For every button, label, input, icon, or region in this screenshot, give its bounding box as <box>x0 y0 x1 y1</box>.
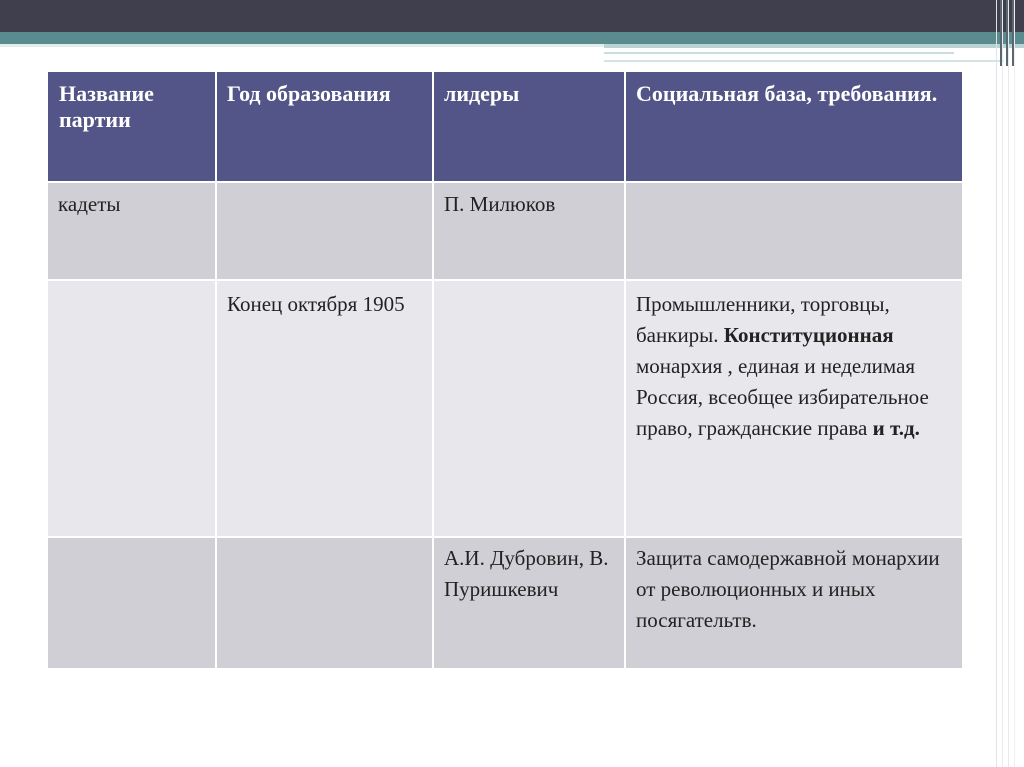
right-line <box>1002 0 1003 767</box>
header-year: Год образования <box>216 71 433 182</box>
social-text-bold: Конституционная <box>723 323 894 347</box>
cell-leaders <box>433 280 625 537</box>
header-social-base: Социальная база, требования. <box>625 71 963 182</box>
social-text: монархия , единая и неделимая Россия, всеобщее избирательное право, гражданские права <box>636 354 929 440</box>
cell-party <box>47 537 216 669</box>
header-accent-line <box>604 44 1024 48</box>
right-line <box>1008 0 1009 767</box>
parties-table <box>46 70 964 670</box>
cell-year <box>216 182 433 280</box>
cell-party <box>47 280 216 537</box>
cell-year: Конец октября 1905 <box>216 280 433 537</box>
table-row <box>47 182 963 280</box>
header-teal-band <box>0 32 1024 44</box>
header-accent-line <box>604 52 954 54</box>
table-header-row <box>47 71 963 182</box>
cell-party: кадеты <box>47 182 216 280</box>
table-row <box>47 280 963 537</box>
right-decoration <box>990 0 1024 767</box>
cell-year <box>216 537 433 669</box>
parties-table-wrapper <box>46 70 962 670</box>
cell-social <box>625 182 963 280</box>
header-accent-line <box>604 60 1004 62</box>
social-text-bold: и т.д. <box>872 416 920 440</box>
cell-leaders: А.И. Дубровин, В. Пуришкевич <box>433 537 625 669</box>
header-bar <box>0 0 1024 32</box>
header-party-name: Название партии <box>47 71 216 182</box>
header-leaders: лидеры <box>433 71 625 182</box>
cell-social: Защита самодержавной монархии от революционных и иных посягательтв. <box>625 537 963 669</box>
right-line <box>1014 0 1015 767</box>
header-accent-line <box>0 44 604 47</box>
social-text: Промышленники, торговцы, банкиры. <box>636 292 890 347</box>
right-line <box>996 0 997 767</box>
cell-social <box>625 280 963 537</box>
table-row <box>47 537 963 669</box>
cell-leaders: П. Милюков <box>433 182 625 280</box>
